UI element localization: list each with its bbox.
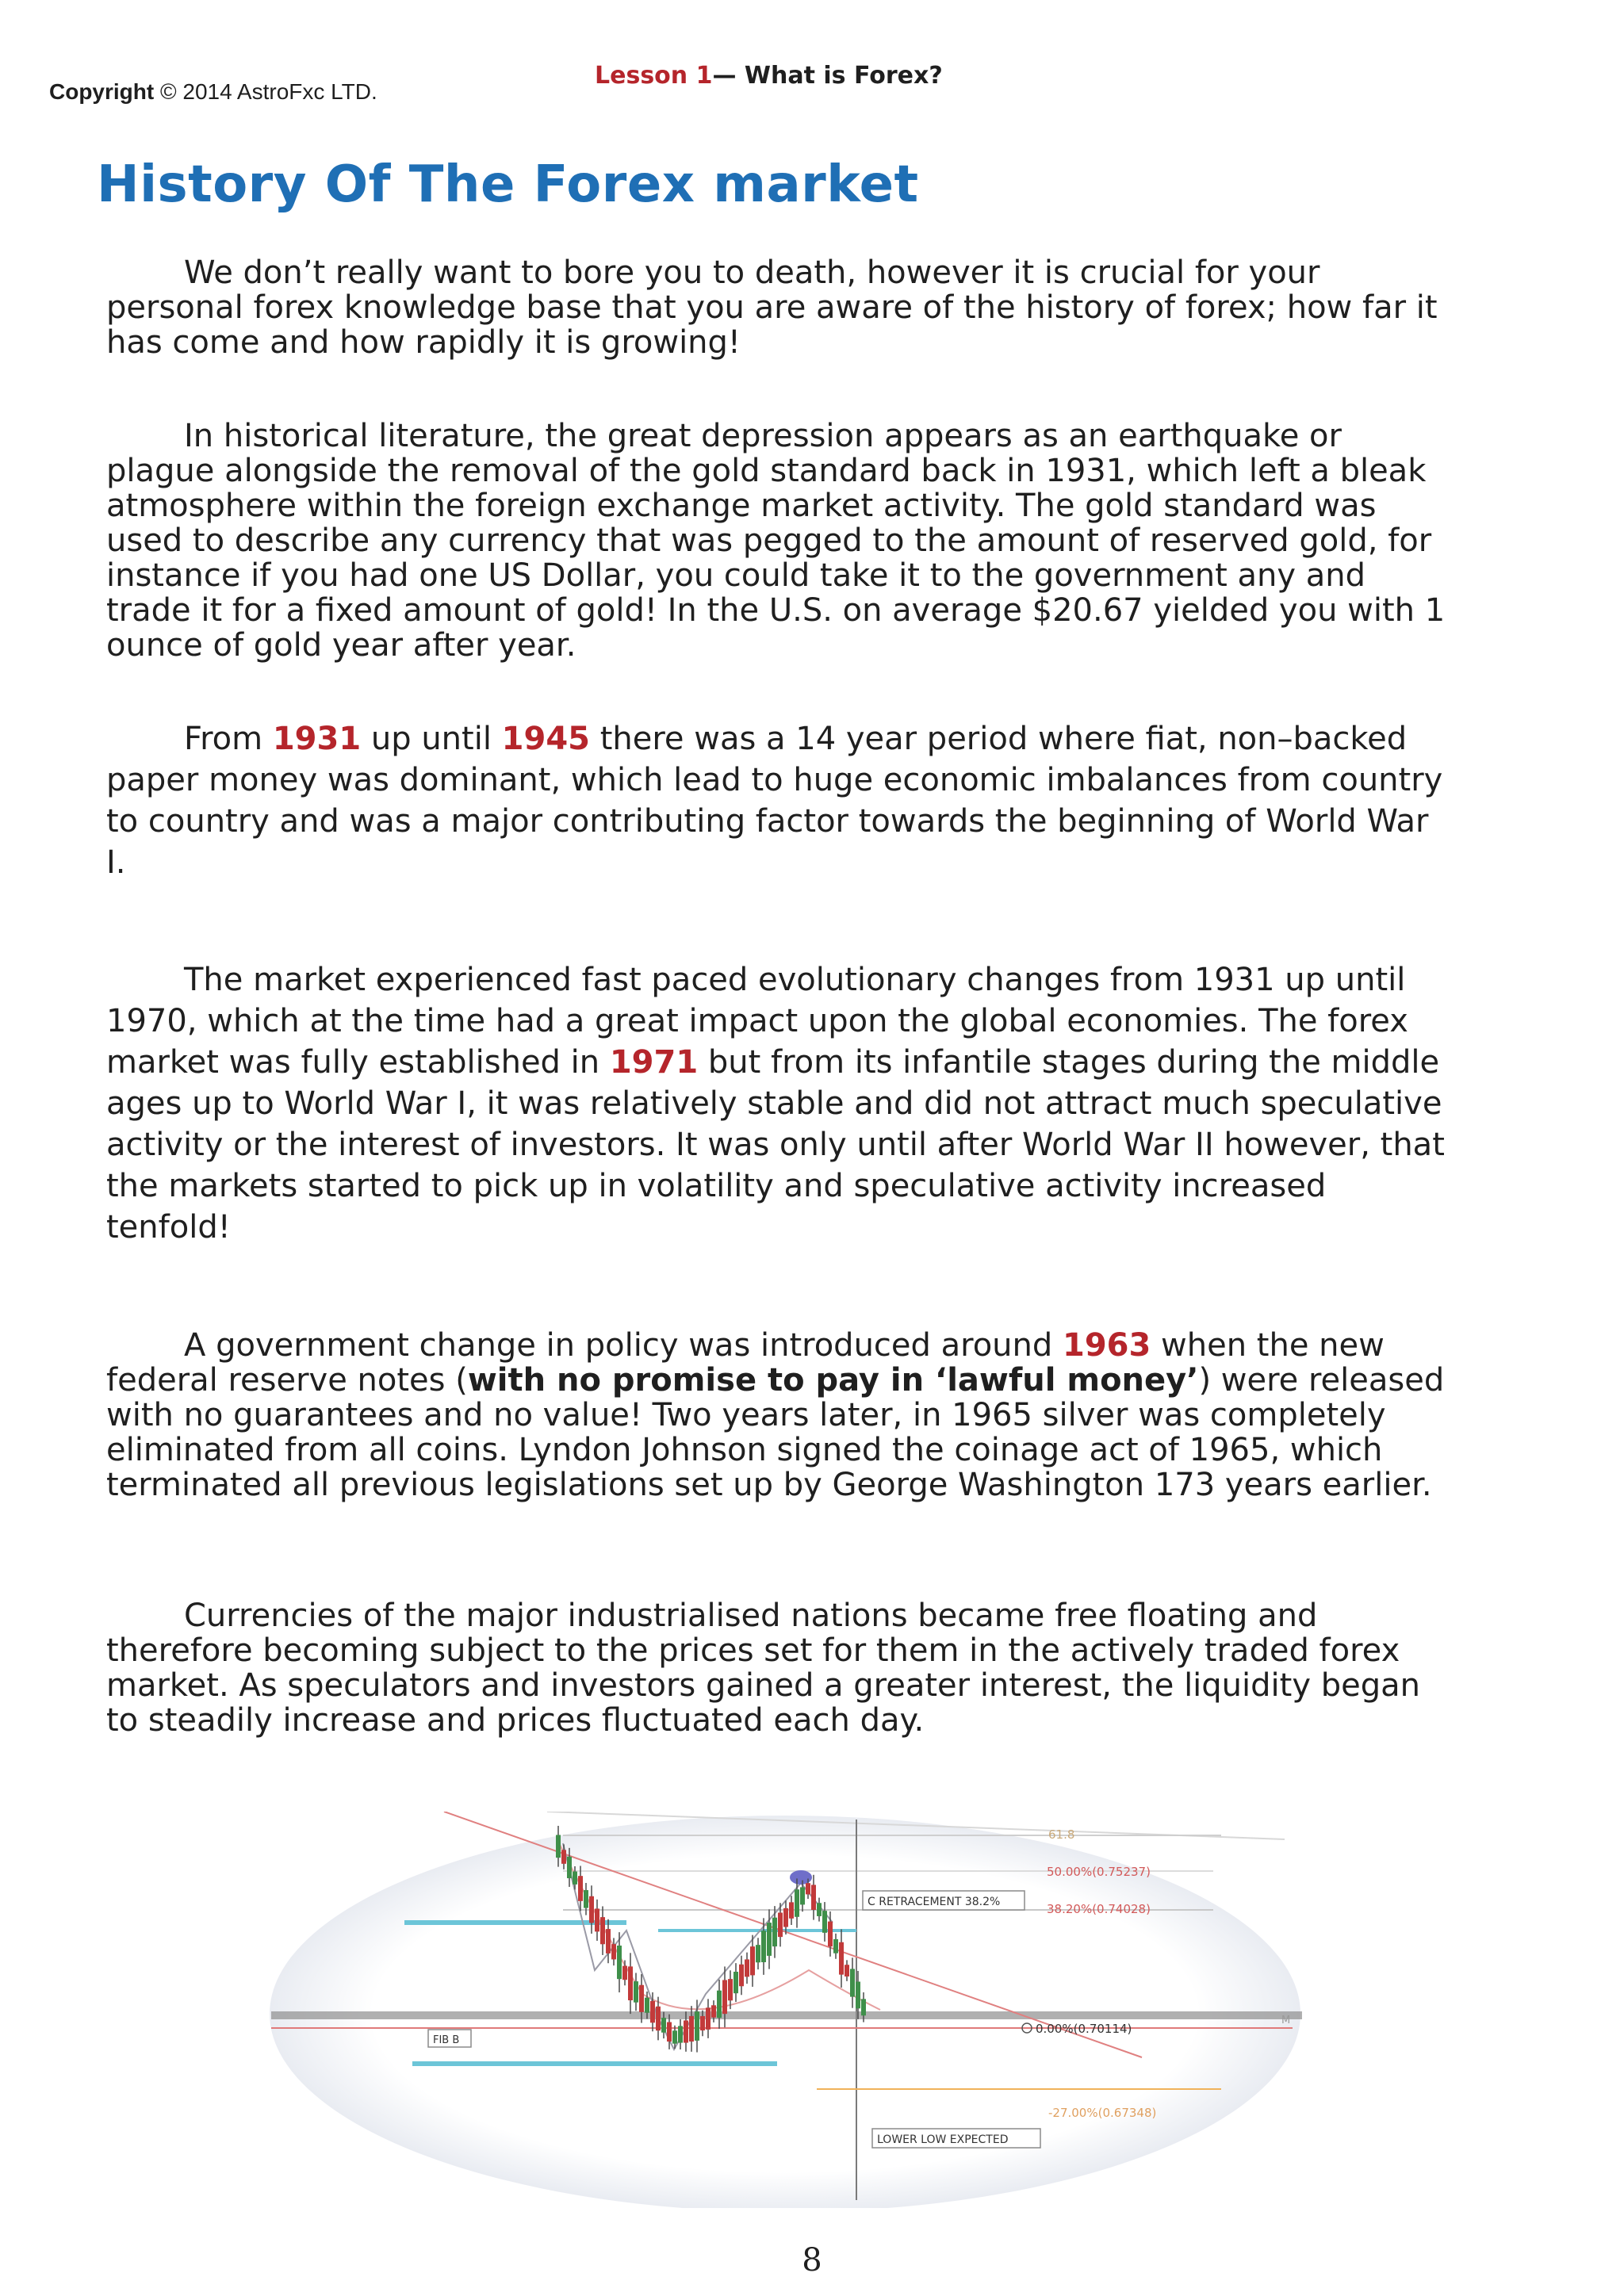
candle-body	[767, 1923, 772, 1956]
paragraph-fiat-period	[106, 718, 1454, 883]
fib-b-label: FIB B	[433, 2034, 460, 2046]
edge-label: M	[1281, 2015, 1291, 2026]
year-highlight: 1931	[272, 721, 362, 757]
paragraph-text: up until	[361, 721, 502, 757]
retracement-label: C RETRACEMENT 38.2%	[868, 1896, 1001, 1908]
candle-body	[650, 2001, 655, 2022]
level-label-38-2: 38.20%(0.74028)	[1047, 1902, 1151, 1916]
candle-body	[745, 1959, 749, 1976]
copyright-label: Copyright	[49, 79, 155, 104]
candle-body	[850, 1969, 855, 1996]
candle-body	[761, 1931, 766, 1962]
candle-body	[678, 2026, 683, 2042]
candle-body	[783, 1908, 788, 1927]
candle-body	[561, 1850, 566, 1863]
lower-low-label: LOWER LOW EXPECTED	[877, 2133, 1009, 2146]
candle-body	[684, 2020, 688, 2042]
paragraph-text: The market experienced fast paced evolutionary changes from 1931 up until 1970, which at the time had a great impact upon the global economies. The forex market was fully established in	[106, 962, 1408, 1081]
candle-body	[661, 2018, 666, 2033]
level-label-minus-27: -27.00%(0.67348)	[1048, 2106, 1157, 2120]
thick-level-band	[271, 2011, 1302, 2019]
paragraph-gold-standard: In historical literature, the great depression appears as an earthquake or plague alongside the removal of the gold standard back in 1931, which left a bleak atmosphere within the foreign exchange market activity. The gold standard was used to describe any currency that was pegged to the amount of reserved gold, for instance if you had one US Dollar, you could take it to the government any and trade it for a fixed amount of gold! In the U.S. on average $20.67 yielded you with 1 ounce of gold year after year.	[106, 418, 1446, 664]
copyright-notice	[49, 79, 377, 105]
candle-body	[839, 1942, 844, 1975]
year-highlight: 1963	[1063, 1327, 1151, 1364]
candle-body	[584, 1890, 588, 1908]
lesson-title: — What is Forex?	[712, 62, 943, 90]
candle-body	[667, 2022, 672, 2042]
candle-body	[556, 1835, 561, 1858]
paragraph-text: but from its infantile stages during the middle ages up to World War I, it was relatively stable and did not attract much speculative activity or the interest of investors. It was only until after World War II however, that the markets started to pick up in volatility and speculative activity increased tenfold!	[106, 1044, 1445, 1246]
copyright-text: © 2014 AstroFxc LTD.	[154, 79, 377, 104]
level-label-61-8: 61.8	[1048, 1827, 1075, 1842]
year-highlight: 1945	[501, 721, 590, 757]
paragraph-text: A government change in policy was introduced around	[184, 1327, 1063, 1364]
paragraph-text: ) were released with no guarantees and no value! Two years later, in 1965 silver was completely eliminated from all coins. Lyndon Johnson signed the coinage act of 1965, which terminated all previous legislations set up by George Washington 173 years earlier.	[106, 1362, 1445, 1503]
candle-body	[811, 1885, 816, 1910]
level-label-50: 50.00%(0.75237)	[1047, 1865, 1151, 1879]
candle-body	[617, 1946, 622, 1979]
candle-body	[595, 1908, 599, 1931]
candle-body	[828, 1922, 833, 1947]
pivot-marker	[790, 1870, 812, 1885]
candle-body	[728, 1979, 733, 2000]
paragraph-free-floating: Currencies of the major industrialised nations became free floating and therefore becoming subject to the prices set for them in the actively traded forex market. As speculators and investors gained a greater interest, the liquidity began to steadily increase and prices fluctuated each day.	[106, 1598, 1420, 1739]
candle-body	[756, 1945, 760, 1962]
candle-body	[567, 1857, 572, 1878]
candle-body	[833, 1939, 838, 1954]
candle-body	[711, 2005, 716, 2017]
candle-body	[856, 1981, 860, 2008]
candle-body	[800, 1887, 805, 1904]
page-title: History Of The Forex market	[97, 155, 919, 214]
candle-body	[622, 1966, 627, 1980]
candle-body	[628, 1966, 633, 2000]
candle-body	[817, 1903, 822, 1916]
lesson-header	[595, 62, 943, 90]
level-label-0: 0.00%(0.70114)	[1036, 2022, 1132, 2036]
candle-body	[689, 2016, 694, 2042]
paragraph-intro: We don’t really want to bore you to death, however it is crucial for your personal forex knowledge base that you are aware of the history of forex; how far it has come and how rapidly it is growing!	[106, 254, 1438, 361]
paragraph-text: when the new federal reserve notes (	[106, 1327, 1385, 1399]
candle-body	[795, 1889, 799, 1917]
candle-body	[739, 1965, 744, 1987]
lesson-label: Lesson 1	[595, 62, 713, 90]
candle-body	[778, 1912, 783, 1937]
candle-body	[700, 2016, 705, 2030]
candle-body	[806, 1883, 810, 1894]
fib-b-label-box	[428, 2030, 471, 2047]
retracement-label-box	[863, 1891, 1025, 1910]
candle-body	[772, 1918, 777, 1946]
candle-body	[672, 2030, 677, 2043]
candle-body	[606, 1929, 611, 1954]
candle-body	[750, 1946, 755, 1975]
candle-body	[733, 1972, 738, 1993]
candle-body	[573, 1872, 577, 1885]
candle-body	[578, 1876, 583, 1901]
paragraph-text: From	[184, 721, 273, 757]
forex-chart-image	[262, 1812, 1308, 2208]
candle-body	[695, 2011, 699, 2041]
lower-low-label-box	[872, 2129, 1040, 2148]
candle-body	[656, 2007, 661, 2030]
candle-body	[589, 1896, 594, 1923]
candle-body	[600, 1917, 605, 1944]
fibonacci-chart	[262, 1812, 1308, 2208]
candle-body	[634, 1981, 638, 2003]
candle-body	[639, 1985, 644, 2012]
year-highlight: 1971	[609, 1044, 699, 1081]
paragraph-policy-change	[106, 1328, 1454, 1502]
candle-body	[706, 2007, 710, 2030]
candle-body	[645, 1998, 649, 2013]
candle-body	[822, 1911, 827, 1933]
bold-phrase: with no promise to pay in ‘lawful money’	[467, 1362, 1199, 1399]
paragraph-text: there was a 14 year period where fiat, non–backed paper money was dominant, which lead to huge economic imbalances from country to country and was a major contributing factor towards the beginning of World War I.	[106, 721, 1443, 881]
candle-body	[789, 1902, 794, 1918]
candle-body	[717, 1991, 722, 2018]
candle-body	[611, 1944, 616, 1959]
paragraph-market-evolution	[106, 959, 1454, 1248]
candle-body	[845, 1965, 849, 1976]
page-number: 8	[802, 2242, 822, 2279]
candle-body	[722, 1980, 727, 2014]
candle-body	[861, 1999, 866, 2015]
